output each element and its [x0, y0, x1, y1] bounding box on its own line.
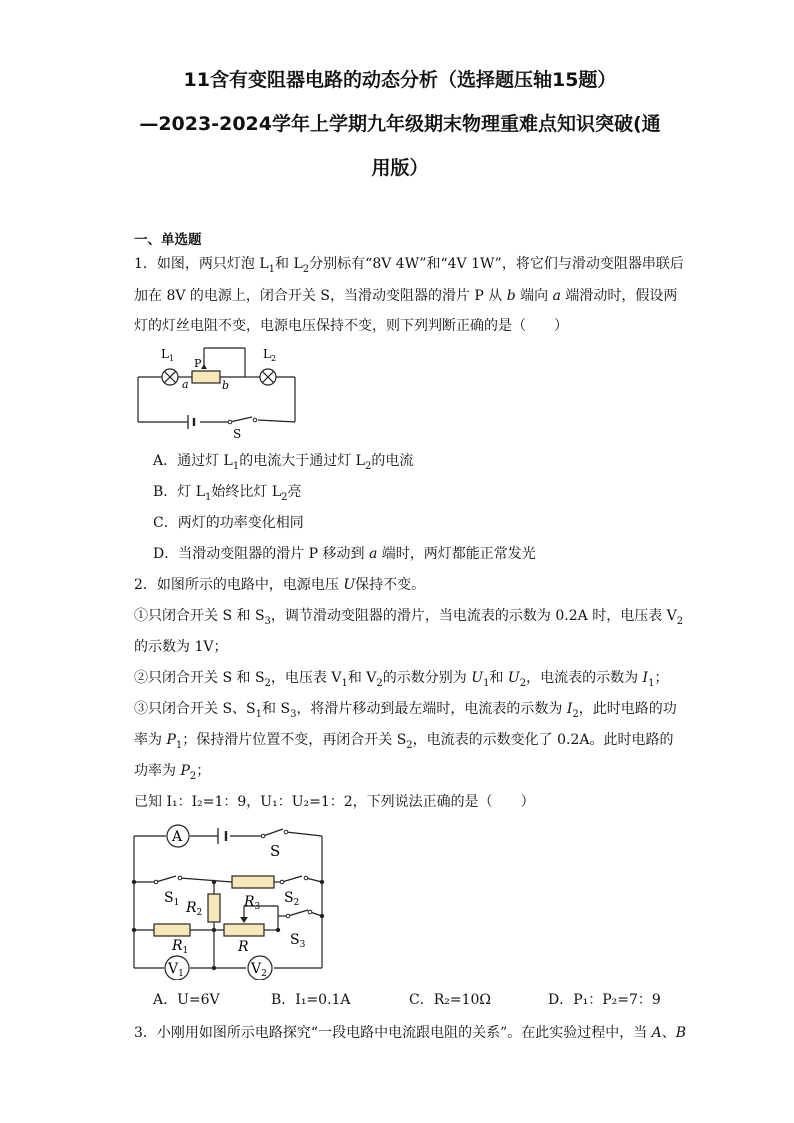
label-a: a [182, 378, 189, 391]
label-b: b [222, 379, 230, 392]
svg-text:R3: $R_3$ [244, 894, 261, 912]
switch-s-icon [230, 417, 252, 422]
svg-text:S2: $S_2$ [284, 890, 300, 908]
svg-text:V1: $V_1$ [168, 961, 184, 979]
q2-step1-line2: 的示数为 1V； [134, 639, 228, 655]
q1-option-b[interactable]: B．灯 $L_1$始终比灯 $L_2$亮 [153, 484, 302, 503]
svg-text:S: S [270, 842, 281, 860]
q2-step3-line1: ③只闭合开关 S、$S_1$和 $S_3$，将滑片移动到最左端时，电流表的示数为 $I_2$，此时电路的功 [134, 701, 677, 720]
switch-s3-icon [288, 910, 308, 916]
svg-text:S3: $S_3$ [290, 932, 306, 950]
q2-option-d[interactable]: D．P₁：P₂=7：9 [548, 992, 661, 1008]
svg-text:R2: $R_2$ [186, 900, 203, 918]
rheostat-r-icon [224, 924, 264, 936]
label-l1: $L_1$ [161, 347, 175, 363]
q2-step1-line1: ①只闭合开关 S 和 $S_3$，调节滑动变阻器的滑片，当电流表的示数为 0.2A 时，电压表 $V_2$ [134, 608, 684, 627]
doc-title-line2: —2023-2024学年上学期九年级期末物理重难点知识突破(通 [139, 113, 661, 135]
rheostat-icon [192, 371, 220, 383]
q1-circuit-diagram [130, 340, 310, 440]
q2-known: 已知 I₁：I₂=1：9，U₁：U₂=1：2，下列说法正确的是（ ） [134, 794, 535, 810]
q2-step3-line3: 功率为 $P_2$； [134, 763, 211, 782]
q2-step2: ②只闭合开关 S 和 $S_2$，电压表 $V_1$和 $V_2$的示数分别为 $U_1$和 $U_2$，电流表的示数为 $I_1$； [134, 670, 669, 689]
q1-option-d[interactable]: D．当滑动变阻器的滑片 P 移动到 a 端时，两灯都能正常发光 [153, 546, 536, 562]
svg-text:V2: $V_2$ [251, 961, 267, 979]
label-l2: $L_2$ [263, 347, 277, 363]
q2-step3-line2: 率为 $P_1$；保持滑片位置不变，再闭合开关 $S_2$，电流表的示数变化了 0.2A。此时电路的 [134, 732, 674, 751]
q1-option-c[interactable]: C．两灯的功率变化相同 [153, 515, 304, 531]
q2-option-c[interactable]: C．R₂=10Ω [409, 992, 492, 1008]
svg-text:R1: $R_1$ [172, 938, 189, 956]
resistor-r3-icon [232, 876, 274, 888]
resistor-r2-icon [208, 894, 220, 922]
switch-s1-icon [156, 876, 176, 882]
section-heading: 一、单选题 [134, 232, 202, 248]
switch-s-icon [263, 829, 283, 836]
q3-line1: 3．小刚用如图所示电路探究“一段电路中电流跟电阻的关系”。在此实验过程中，当 A、B [134, 1025, 687, 1041]
q2-option-b[interactable]: B．I₁=0.1A [271, 992, 351, 1008]
doc-title-line1: 11含有变阻器电路的动态分析（选择题压轴15题） [183, 69, 617, 91]
doc-title-line3: 用版） [371, 157, 429, 179]
switch-s2-icon [282, 876, 302, 882]
q1-option-a[interactable]: A．通过灯 $L_1$的电流大于通过灯 $L_2$的电流 [153, 453, 414, 472]
resistor-r1-icon [154, 924, 190, 936]
label-s: S [233, 427, 242, 440]
svg-text:R: R [238, 939, 249, 955]
q2-option-a[interactable]: A．U=6V [153, 992, 220, 1008]
svg-text:A: A [172, 829, 183, 845]
q1-line1: 1．如图，两只灯泡 $L_1$和 $L_2$分别标有“8V 4W”和“4V 1W”，将它们与滑动变阻器串联后 [134, 256, 684, 275]
q2-circuit-diagram [128, 820, 328, 980]
svg-text:S1: $S_1$ [164, 890, 180, 908]
q1-line2: 加在 8V 的电源上，闭合开关 S，当滑动变阻器的滑片 P 从 b 端向 a 端滑动时，假设两 [134, 288, 678, 304]
q2-line1: 2．如图所示的电路中，电源电压 U保持不变。 [134, 577, 426, 593]
label-p: P [194, 357, 202, 370]
q1-line3: 灯的灯丝电阻不变，电源电压保持不变，则下列判断正确的是（ ） [134, 318, 568, 334]
